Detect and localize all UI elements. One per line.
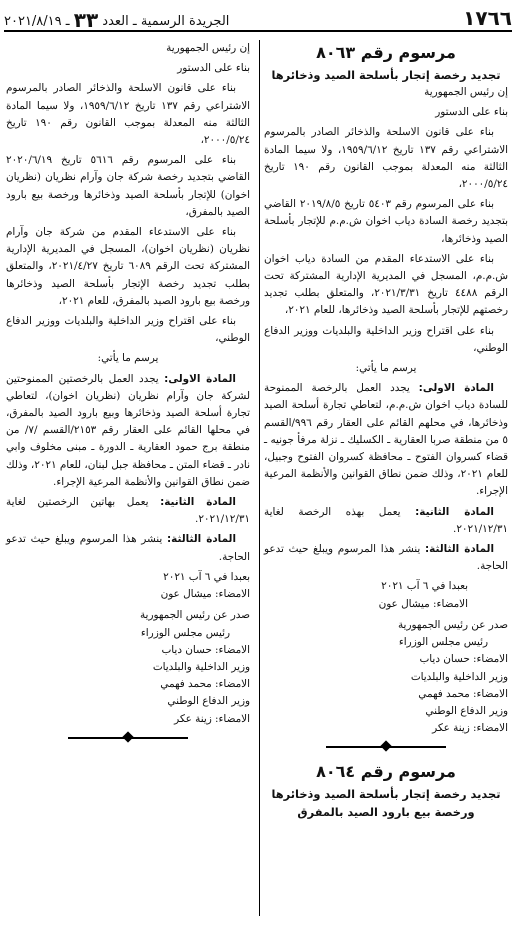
article-3-text: ينشر هذا المرسوم ويبلغ حيث تدعو الحاجة.: [264, 543, 508, 573]
section-divider: [68, 732, 188, 744]
decree-8063-title: [264, 40, 508, 84]
pm-title: رئيس مجلس الوزراء: [398, 636, 488, 649]
constitution-line: بناء على الدستور: [177, 62, 250, 75]
decree-2-subject-1: تجديد رخصة إتجار بأسلحة الصيد وذخائرها: [271, 787, 501, 802]
defense-minister-signature: الامضاء: زينة عكر: [432, 722, 508, 735]
preamble-request: بناء على الاستدعاء المقدم من شركة جان وآرام نظريان (نظريان اخوان)، المسجل في المديرية الإدارية المشتركة تحت الرقم ٦٠٨٩ تاريخ ٢٠٢١/٤/٢٧، والمتعلق بطلب تجديد رخصة الإتجار بأسلحة الصيد وذخائرها ورخصة بيع بارود الصيد بالمفرق، للعام ٢٠٢١،: [6, 226, 250, 307]
defense-minister-title: وزير الدفاع الوطني: [425, 704, 508, 717]
left-column: [6, 40, 250, 750]
article-3: [6, 531, 250, 565]
issued-by: صدر عن رئيس الجمهورية: [397, 618, 508, 631]
interior-minister-title: وزير الداخلية والبلديات: [152, 660, 250, 673]
section-divider: [326, 741, 446, 753]
defense-minister-signature: الامضاء: زينة عكر: [174, 712, 250, 725]
signatures: [264, 578, 508, 612]
preamble-law: بناء على قانون الاسلحة والذخائر الصادر بالمرسوم الاشتراعي رقم ١٣٧ تاريخ ١٩٥٩/٦/١٢، ولا سيما المادة الثالثة منه المعدلة بموجب القانون رقم ١٩٠ تاريخ ٢٠٠٠/٥/٢٤،: [264, 126, 509, 191]
preamble-request: بناء على الاستدعاء المقدم من السادة دياب اخوان ش.م.م، المسجل في المديرية الإدارية المشتركة تحت الرقم ٤٤٨٨ تاريخ ٢٠٢١/٣/٣١، والمتعلق بطلب تجديد رخصتهم للإتجار بأسلحة الصيد وذخائرها، للعام ٢٠٢١،: [264, 252, 508, 317]
president-signature: الامضاء: ميشال عون: [160, 588, 250, 601]
issued-by: صدر عن رئيس الجمهورية: [139, 609, 250, 622]
article-2-text: يعمل بهاتين الرخصتين لغاية ٢٠٢١/١٢/٣١.: [6, 496, 250, 526]
president-line: إن رئيس الجمهورية: [166, 42, 250, 54]
article-1-text: يجدد العمل بالرخصة الممنوحة للسادة دياب اخوان ش.م.م، لتعاطي تجارة أسلحة الصيد وذخائرها، في محلهم القائم على العقار رقم ٩٩٦/القسم ٥ من منطقة صربا العقارية ـ الكسليك ـ نزلة مرفأ جونيه ـ قضاء كسروان الفتوح ـ محافظة كسروان الفتوح وجبيل، للعام ٢٠٢١، وذلك ضمن نطاق القوانين والأنظمة المرعية الإجراء.: [264, 382, 508, 498]
preamble-prior-decree: بناء على المرسوم رقم ٥٦١٦ تاريخ ٢٠٢٠/٦/١٩ القاضي بتجديد رخصة شركة جان وآرام نظريان (نظريان اخوان) للإتجار بأسلحة الصيد وذخائرها ورخصة بيع بارود الصيد بالمفرق،: [6, 154, 250, 218]
article-1: [264, 380, 508, 500]
article-2: [6, 494, 250, 528]
issue-date: ـ ٢٠٢١/٨/١٩: [4, 14, 70, 29]
countersignatures: [6, 607, 250, 727]
article-3-lead: المادة الثالثة:: [167, 533, 237, 546]
pm-title: رئيس مجلس الوزراء: [140, 626, 230, 639]
signing-place-date: بعبدا في ٦ آب ٢٠٢١: [381, 580, 468, 593]
article-2: [264, 504, 508, 538]
issue-number: ٣٣: [73, 8, 99, 32]
interior-minister-signature: الامضاء: محمد فهمي: [160, 678, 250, 691]
article-3-lead: المادة الثالثة:: [425, 543, 495, 556]
column-divider: [259, 40, 260, 916]
pm-signature: الامضاء: حسان دياب: [161, 643, 250, 656]
right-column: [264, 40, 508, 821]
decree-2-number: مرسوم رقم ٨٠٦٤: [316, 762, 456, 782]
signatures: [6, 569, 250, 603]
preamble-law: بناء على قانون الاسلحة والذخائر الصادر بالمرسوم الاشتراعي رقم ١٣٧ تاريخ ١٩٥٩/٦/١٢، ولا سيما المادة الثالثة منه المعدلة بموجب القانون رقم ١٩٠ تاريخ ٢٠٠٠/٥/٢٤،: [6, 82, 251, 147]
president-signature: الامضاء: ميشال عون: [378, 597, 468, 610]
article-2-lead: المادة الثانية:: [160, 496, 236, 509]
decree-2-subject-2: ورخصة بيع بارود الصيد بالمفرق: [297, 805, 475, 820]
president-line: إن رئيس الجمهورية: [424, 86, 508, 98]
decrees-following: يرسم ما يأتي:: [355, 362, 417, 375]
article-2-lead: المادة الثانية:: [415, 505, 494, 518]
journal-header-text: [4, 8, 229, 32]
page-header: [4, 6, 512, 32]
article-1-text: يجدد العمل بالرخصتين الممنوحتين لشركة جان وآرام نظريان (نظريان اخوان)، لتعاطي تجارة أسلحة الصيد وذخائرها وبيع بارود الصيد بالمفرق، في محلها القائم على العقار رقم ٢١٥٣/القسم /٧/ من منطقة برج حمود العقارية ـ الدورة ـ مبنى مخلوف وابي نادر ـ قضاء المتن ـ محافظة جبل لبنان، للعام ٢٠٢١، وذلك ضمن نطاق القوانين والأنظمة المرعية الإجراء.: [6, 372, 250, 488]
article-1-lead: المادة الاولى:: [164, 372, 236, 385]
preamble-prior-decree: بناء على المرسوم رقم ٥٤٠٣ تاريخ ٢٠١٩/٨/٥ القاضي بتجديد رخصة السادة دياب اخوان ش.م.م للإتجار بأسلحة الصيد وذخائرها،: [264, 198, 508, 245]
article-3-text: ينشر هذا المرسوم ويبلغ حيث تدعو الحاجة.: [6, 533, 250, 563]
article-1: [6, 371, 250, 491]
preamble-proposal: بناء على اقتراح وزير الداخلية والبلديات ووزير الدفاع الوطني،: [264, 324, 508, 354]
countersignatures: [264, 617, 508, 737]
constitution-line: بناء على الدستور: [435, 106, 508, 119]
defense-minister-title: وزير الدفاع الوطني: [167, 695, 250, 708]
page-number: ١٧٦٦: [463, 6, 512, 30]
article-3: [264, 541, 508, 575]
signing-place-date: بعبدا في ٦ آب ٢٠٢١: [163, 570, 250, 583]
decree-number: مرسوم رقم ٨٠٦٣: [316, 43, 456, 62]
article-1-lead: المادة الاولى:: [418, 382, 494, 395]
article-2-text: يعمل بهذه الرخصة لغاية ٢٠٢١/١٢/٣١.: [264, 505, 508, 535]
decree-8064-title: [264, 759, 508, 821]
interior-minister-signature: الامضاء: محمد فهمي: [418, 687, 508, 700]
preamble-proposal: بناء على اقتراح وزير الداخلية والبلديات ووزير الدفاع الوطني،: [6, 315, 250, 345]
decree-subject: تجديد رخصة إتجار بأسلحة الصيد وذخائرها: [271, 68, 501, 82]
pm-signature: الامضاء: حسان دياب: [419, 653, 508, 666]
interior-minister-title: وزير الداخلية والبلديات: [410, 670, 508, 683]
journal-name: الجريدة الرسمية ـ العدد: [102, 14, 230, 29]
decrees-following: يرسم ما يأتي:: [97, 352, 159, 365]
